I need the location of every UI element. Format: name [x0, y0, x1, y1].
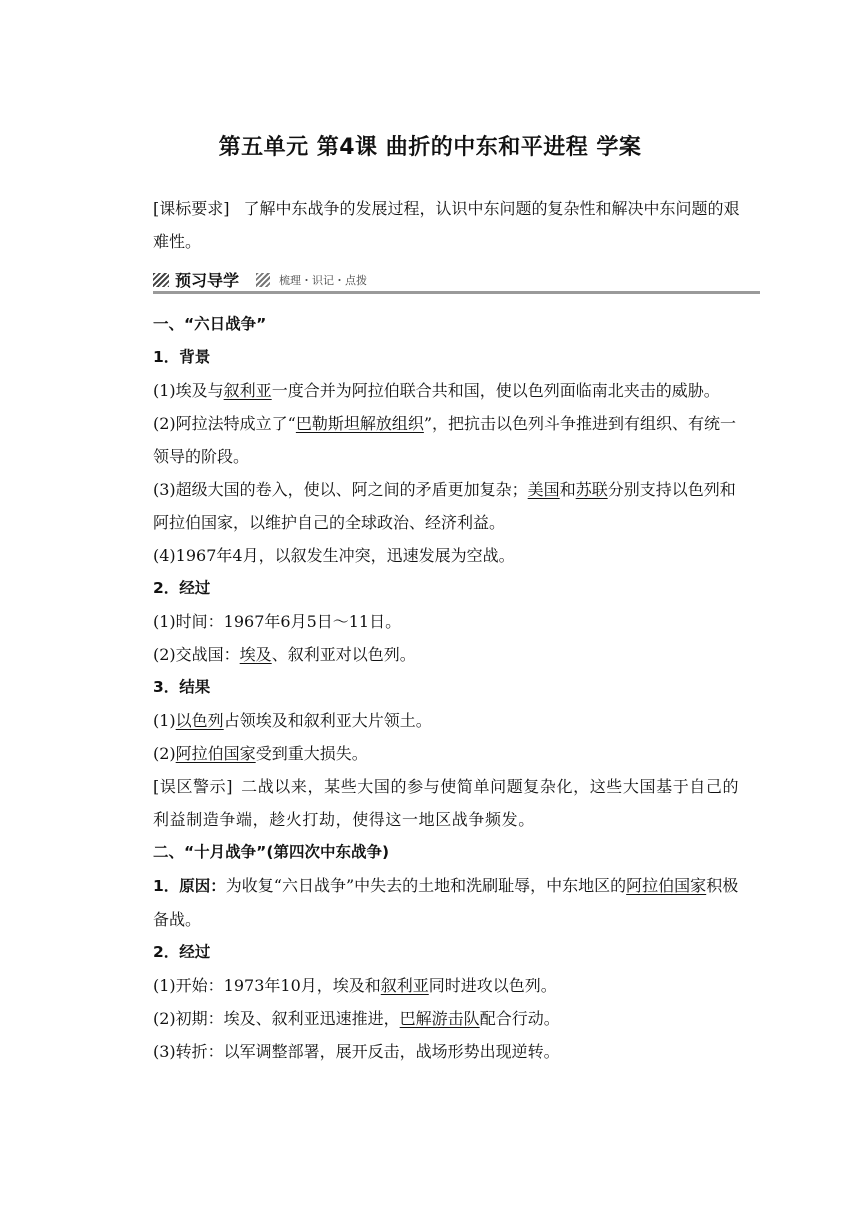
text-segment: (1) [153, 711, 176, 730]
text-segment: ”，把抗击以色列斗争推进到有组织、有统一领导的阶段。 [153, 414, 737, 466]
text-segment: 一度合并为阿拉伯联合共和国，使以色列面临南北夹击的威胁。 [271, 381, 720, 400]
cause-paragraph [153, 869, 743, 936]
hatch-decoration-icon [153, 273, 169, 287]
underlined-answer: 叙利亚 [380, 976, 429, 995]
text-segment: (1)埃及与 [153, 381, 224, 400]
text-segment: 配合行动。 [479, 1009, 560, 1028]
background-item-3 [153, 473, 743, 539]
underlined-answer: 以色列 [175, 711, 224, 730]
text-segment: 、叙利亚对以色列。 [271, 645, 416, 664]
text-segment: 占领埃及和叙利亚大片领土。 [223, 711, 432, 730]
subheading-result: 3．结果 [153, 678, 211, 696]
subheading-process-2: 2．经过 [153, 943, 211, 961]
underlined-answer: 巴勒斯坦解放组织 [295, 414, 424, 433]
underlined-answer: 阿拉伯国家 [175, 744, 256, 763]
text-segment: 积极备战。 [153, 876, 739, 929]
curriculum-requirement [153, 192, 743, 258]
process-item-1: (1)时间：1967年6月5日～11日。 [153, 612, 402, 631]
background-item-4: (4)1967年4月，以叙发生冲突，迅速发展为空战。 [153, 546, 515, 565]
process2-item-3: (3)转折：以军调整部署，展开反击，战场形势出现逆转。 [153, 1042, 560, 1061]
process-item-2 [153, 638, 743, 671]
result-item-2 [153, 737, 743, 770]
process2-item-1 [153, 969, 743, 1002]
text-segment: (1)开始：1973年10月，埃及和 [153, 976, 381, 995]
underlined-answer: 苏联 [575, 480, 608, 499]
page-title: 第五单元 第4课 曲折的中东和平进程 学案 [218, 135, 642, 160]
text-segment: 分别支持以色列和阿拉伯国家，以维护自己的全球政治、经济利益。 [153, 480, 736, 532]
preview-banner [153, 268, 760, 296]
underlined-answer: 美国 [527, 480, 560, 499]
subheading-background: 1．背景 [153, 348, 211, 366]
text-segment: (2)交战国： [153, 645, 240, 664]
banner-divider [153, 291, 760, 294]
section-heading-six-day-war: 一、“六日战争” [153, 315, 267, 333]
text-segment: (2)初期：埃及、叙利亚迅速推进， [153, 1009, 400, 1028]
misconception-warning [153, 770, 743, 836]
cause-label: 1．原因： [153, 877, 226, 895]
requirement-text: 了解中东战争的发展过程，认识中东问题的复杂性和解决中东问题的艰难性。 [153, 199, 740, 251]
underlined-answer: 巴解游击队 [399, 1009, 480, 1028]
warning-text: 二战以来，某些大国的参与使简单问题复杂化，这些大国基于自己的利益制造争端，趁火打劫，使得这一地区战争频发。 [153, 777, 740, 829]
hatch-decoration-icon [256, 273, 270, 287]
background-item-1 [153, 374, 743, 407]
text-segment: 和 [559, 480, 576, 499]
text-segment: (3)超级大国的卷入，使以、阿之间的矛盾更加复杂； [153, 480, 528, 499]
underlined-answer: 阿拉伯国家 [626, 876, 707, 895]
process2-item-2 [153, 1002, 743, 1035]
subheading-process: 2．经过 [153, 579, 211, 597]
text-segment: (2)阿拉法特成立了“ [153, 414, 296, 433]
section-heading-october-war: 二、“十月战争”(第四次中东战争) [153, 843, 390, 861]
document-body [153, 192, 743, 1068]
warning-tag: [误区警示] [153, 777, 234, 796]
background-item-2 [153, 407, 743, 473]
banner-title: 预习导学 [175, 271, 240, 290]
requirement-tag: [课标要求] [153, 199, 230, 218]
text-segment: (2) [153, 744, 176, 763]
underlined-answer: 叙利亚 [223, 381, 272, 400]
text-segment: 同时进攻以色列。 [428, 976, 557, 995]
result-item-1 [153, 704, 743, 737]
underlined-answer: 埃及 [239, 645, 272, 664]
text-segment: 为收复“六日战争”中失去的土地和洗刷耻辱，中东地区的 [225, 876, 627, 895]
text-segment: 受到重大损失。 [255, 744, 368, 763]
banner-subtitle: 梳理・识记・点拨 [279, 274, 367, 287]
